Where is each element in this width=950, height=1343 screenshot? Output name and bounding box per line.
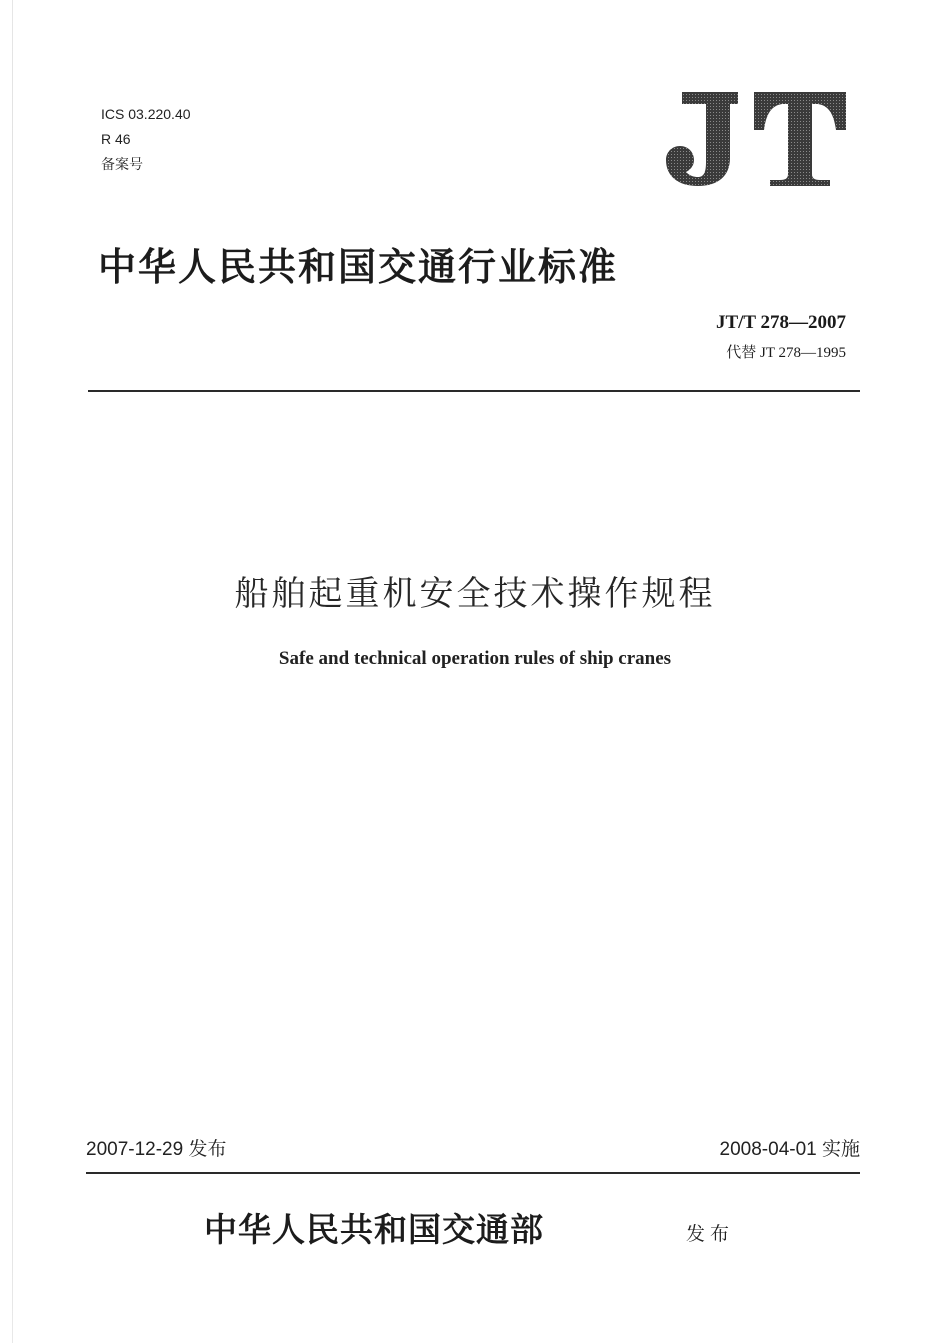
footer-divider [86,1172,860,1174]
replaces-standard: 代替 JT 278—1995 [726,345,846,361]
issue-date: 2007-12-29 发布 [86,1139,227,1160]
header-divider [88,390,860,392]
record-number-label: 备案号 [101,156,143,172]
document-title-chinese: 船舶起重机安全技术操作规程 [234,574,716,614]
document-title-english: Safe and technical operation rules of ship cranes [278,648,672,669]
issuing-authority: 中华人民共和国交通部 [204,1210,544,1249]
jt-logo [664,90,848,188]
ics-code: ICS 03.220.40 [101,106,191,122]
standard-category-title: 中华人民共和国交通行业标准 [98,244,619,289]
scan-edge [12,0,13,1343]
effective-date: 2008-04-01 实施 [719,1139,860,1160]
issue-action: 发布 [686,1223,735,1245]
classification-code: R 46 [101,131,131,147]
standard-number: JT/T 278—2007 [715,312,846,333]
